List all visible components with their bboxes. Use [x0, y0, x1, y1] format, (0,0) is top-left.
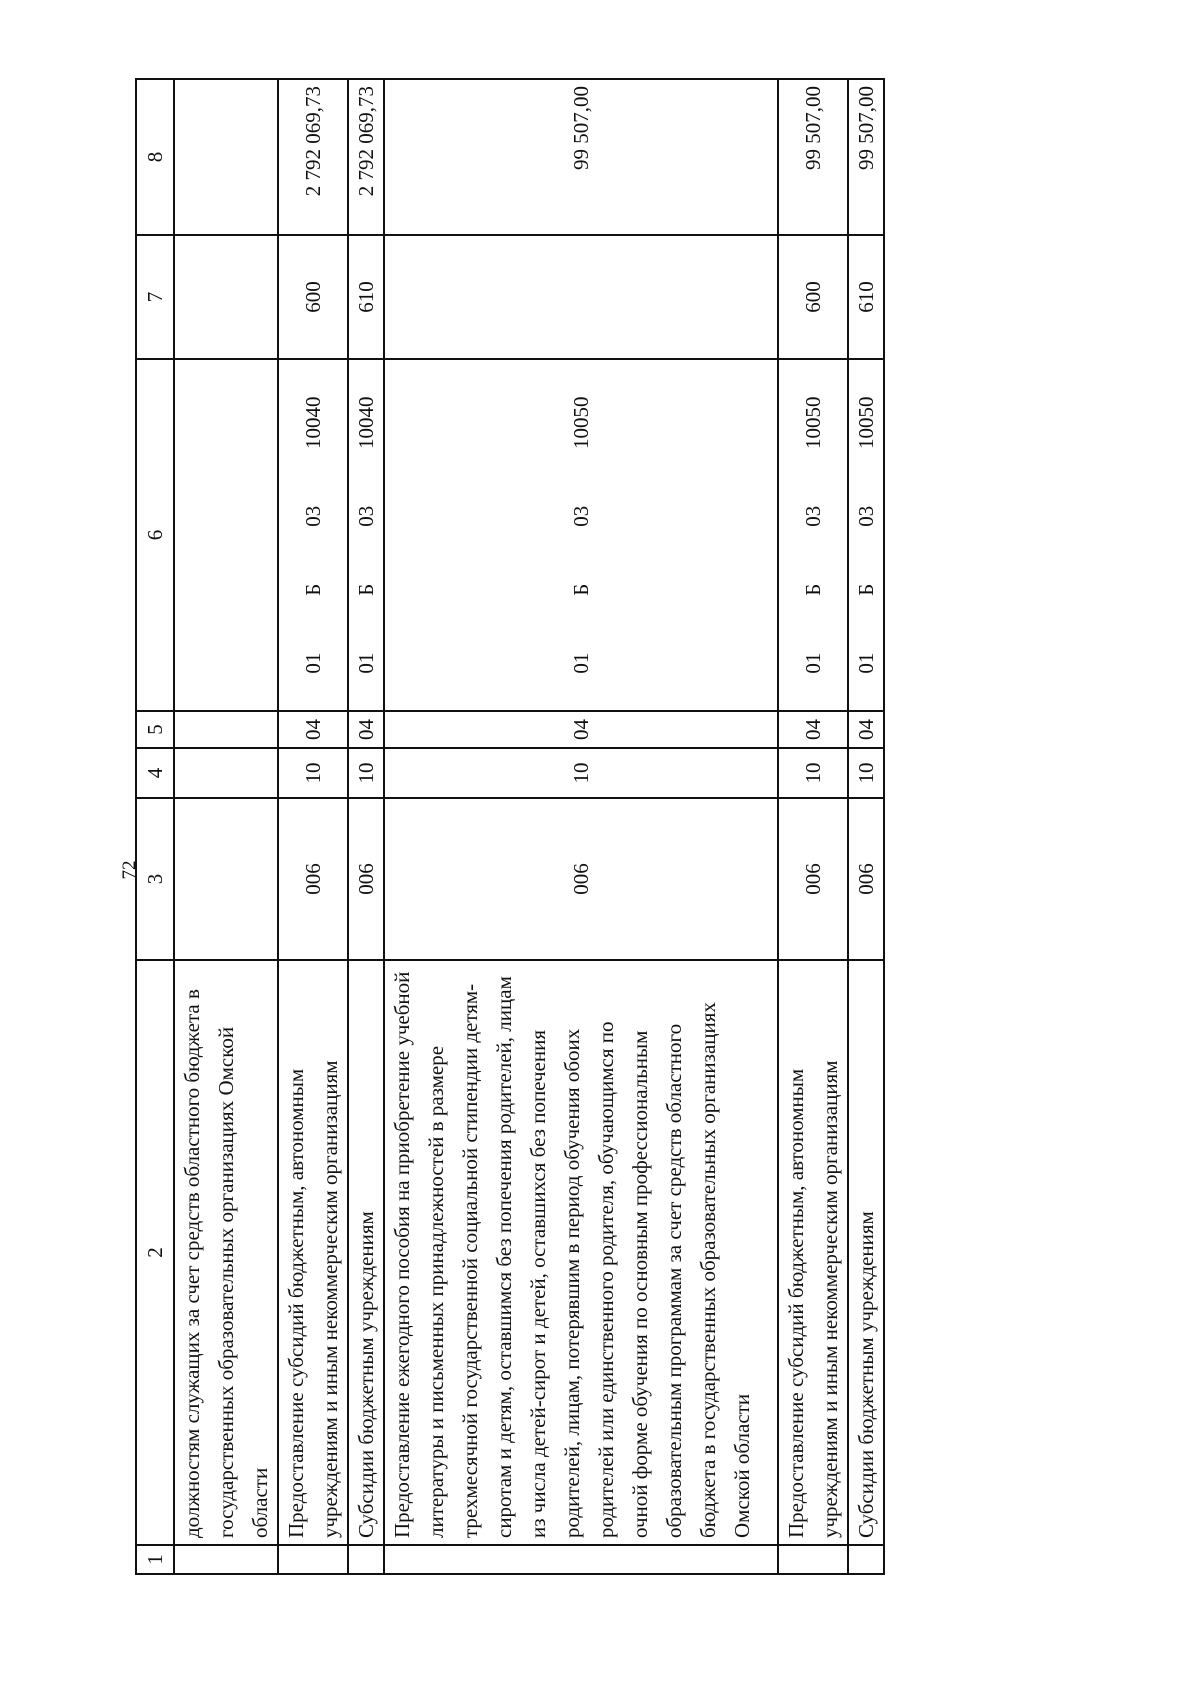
- section-code-cell: 10: [348, 748, 384, 798]
- expense-type-cell: [384, 235, 778, 359]
- page-number: 72: [119, 860, 140, 880]
- row-number-cell: [278, 1545, 348, 1574]
- budget-table: [135, 78, 885, 1575]
- section-code-cell: 10: [778, 748, 848, 798]
- amount-cell: 99 507,00: [384, 79, 778, 235]
- event-code: 03: [569, 505, 593, 527]
- subsection-code-cell: 04: [778, 711, 848, 748]
- event-code: 03: [354, 505, 378, 527]
- expense-type-cell: [174, 235, 278, 359]
- expense-name-cell: Субсидии бюджетным учреждениям: [848, 960, 884, 1545]
- column-header: 5: [136, 711, 174, 748]
- section-code-cell: 10: [384, 748, 778, 798]
- subprogram-code: Б: [801, 583, 825, 596]
- column-header: 2: [136, 960, 174, 1545]
- column-header: 8: [136, 79, 174, 235]
- subprogram-code: Б: [301, 583, 325, 596]
- event-code: 03: [854, 505, 878, 527]
- table-row: [384, 79, 778, 1574]
- expense-name-cell: должностям служащих за счет средств областного бюджета в государственных образовательных организациях Омской области: [174, 960, 278, 1545]
- ministry-code-cell: 006: [278, 798, 348, 960]
- target-article-cell: [384, 359, 778, 711]
- expense-type-cell: 610: [348, 235, 384, 359]
- column-header: 7: [136, 235, 174, 359]
- expense-type-cell: 600: [278, 235, 348, 359]
- direction-code: 10050: [854, 396, 878, 449]
- subsection-code-cell: 04: [348, 711, 384, 748]
- table-row: [848, 79, 884, 1574]
- target-article-cell: [848, 359, 884, 711]
- ministry-code-cell: 006: [778, 798, 848, 960]
- program-code: 01: [354, 652, 378, 674]
- expense-name-cell: Предоставление субсидий бюджетным, автономным учреждениям и иным некоммерческим организациям: [778, 960, 848, 1545]
- program-code: 01: [801, 652, 825, 674]
- expense-name-cell: Субсидии бюджетным учреждениям: [348, 960, 384, 1545]
- ministry-code-cell: 006: [848, 798, 884, 960]
- event-code: 03: [301, 505, 325, 527]
- table-row: [778, 79, 848, 1574]
- amount-cell: 2 792 069,73: [348, 79, 384, 235]
- subsection-code-cell: 04: [278, 711, 348, 748]
- program-code: 01: [301, 652, 325, 674]
- expense-type-cell: 600: [778, 235, 848, 359]
- section-code-cell: 10: [848, 748, 884, 798]
- row-number-cell: [348, 1545, 384, 1574]
- subprogram-code: Б: [569, 583, 593, 596]
- amount-cell: [174, 79, 278, 235]
- subprogram-code: Б: [854, 583, 878, 596]
- amount-cell: 2 792 069,73: [278, 79, 348, 235]
- expense-name-cell: Предоставление ежегодного пособия на приобретение учебной литературы и письменных принадлежностей в размере трехмесячной государственной социальной стипендии детям-сиротам и детям, оставшимся без попечения родителей, лицам из числа детей-сирот и детей, оставшихся без попечения родителей, лицам, потерявшим в период обучения обоих родителей или единственного родителя, обучающимся по очной форме обучения по основным профессиональным образовательным программам за счет средств областного бюджета в государственных образовательных организациях Омской области: [384, 960, 778, 1545]
- target-article-cell: [348, 359, 384, 711]
- direction-code: 10040: [301, 396, 325, 449]
- column-header: 4: [136, 748, 174, 798]
- row-number-cell: [778, 1545, 848, 1574]
- subsection-code-cell: 04: [384, 711, 778, 748]
- budget-table-rotated: [135, 80, 915, 1575]
- ministry-code-cell: 006: [384, 798, 778, 960]
- target-article-cell: [174, 359, 278, 711]
- row-number-cell: [384, 1545, 778, 1574]
- table-row: [278, 79, 348, 1574]
- direction-code: 10050: [801, 396, 825, 449]
- ministry-code-cell: 006: [348, 798, 384, 960]
- row-number-cell: [174, 1545, 278, 1574]
- direction-code: 10050: [569, 396, 593, 449]
- expense-name-cell: Предоставление субсидий бюджетным, автономным учреждениям и иным некоммерческим организациям: [278, 960, 348, 1545]
- amount-cell: 99 507,00: [848, 79, 884, 235]
- header-row: [136, 79, 174, 1574]
- column-header: 1: [136, 1545, 174, 1574]
- section-code-cell: [174, 748, 278, 798]
- subsection-code-cell: 04: [848, 711, 884, 748]
- ministry-code-cell: [174, 798, 278, 960]
- amount-cell: 99 507,00: [778, 79, 848, 235]
- subsection-code-cell: [174, 711, 278, 748]
- section-code-cell: 10: [278, 748, 348, 798]
- table-row: [174, 79, 278, 1574]
- target-article-cell: [278, 359, 348, 711]
- column-header: 3: [136, 798, 174, 960]
- program-code: 01: [569, 652, 593, 674]
- event-code: 03: [801, 505, 825, 527]
- target-article-cell: [778, 359, 848, 711]
- table-row: [348, 79, 384, 1574]
- subprogram-code: Б: [354, 583, 378, 596]
- direction-code: 10040: [354, 396, 378, 449]
- row-number-cell: [848, 1545, 884, 1574]
- program-code: 01: [854, 652, 878, 674]
- expense-type-cell: 610: [848, 235, 884, 359]
- column-header: 6: [136, 359, 174, 711]
